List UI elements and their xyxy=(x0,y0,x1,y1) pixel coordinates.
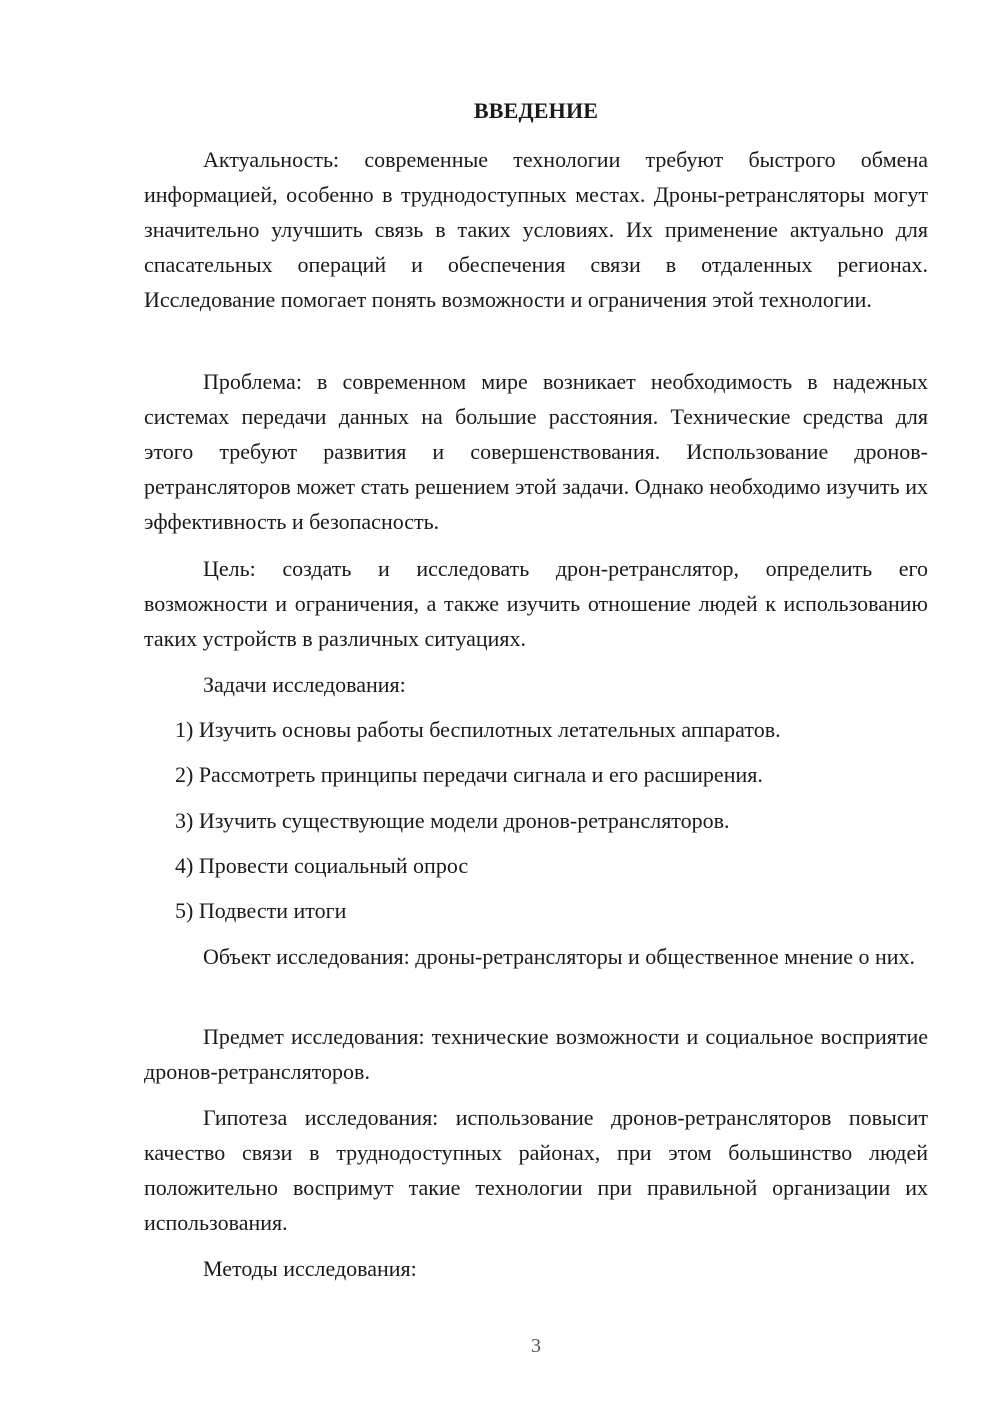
paragraph-subject: Предмет исследования: технические возможности и социальное восприятие дронов-ретрансляторов. xyxy=(144,1024,928,1084)
task-item-5: 5) Подвести итоги xyxy=(175,898,347,923)
section-heading: ВВЕДЕНИЕ xyxy=(473,98,599,123)
paragraph-hypothesis: Гипотеза исследования: использование дронов-ретрансляторов повысит качество связи в труднодоступных районах, при этом большинство людей положительно воспримут такие технологии при правильной организации их использования. xyxy=(144,1105,928,1235)
paragraph-object: Объект исследования: дроны-ретрансляторы и общественное мнение о них. xyxy=(203,944,916,969)
task-item-2: 2) Рассмотреть принципы передачи сигнала и его расширения. xyxy=(175,762,763,787)
page-number: 3 xyxy=(531,1335,541,1357)
task-item-1: 1) Изучить основы работы беспилотных летательных аппаратов. xyxy=(175,717,781,742)
paragraph-problem: Проблема: в современном мире возникает необходимость в надежных системах передачи данных на большие расстояния. Технические средства для этого требуют развития и совершенствования. Использование дронов-ретрансляторов может стать решением этой задачи. Однако необходимо изучить их эффективность и безопасность. xyxy=(144,369,928,534)
tasks-title: Задачи исследования: xyxy=(203,672,406,697)
paragraph-relevance: Актуальность: современные технологии требуют быстрого обмена информацией, особенно в труднодоступных местах. Дроны-ретрансляторы могут значительно улучшить связь в таких условиях. Их применение актуально для спасательных операций и обеспечения связи в отдаленных регионах. Исследование помогает понять возможности и ограничения этой технологии. xyxy=(144,147,928,312)
task-item-3: 3) Изучить существующие модели дронов-ретрансляторов. xyxy=(175,808,730,833)
paragraph-goal: Цель: создать и исследовать дрон-ретранслятор, определить его возможности и ограничения, а также изучить отношение людей к использованию таких устройств в различных ситуациях. xyxy=(144,556,928,651)
task-item-4: 4) Провести социальный опрос xyxy=(175,853,469,878)
methods-title: Методы исследования: xyxy=(203,1256,417,1281)
